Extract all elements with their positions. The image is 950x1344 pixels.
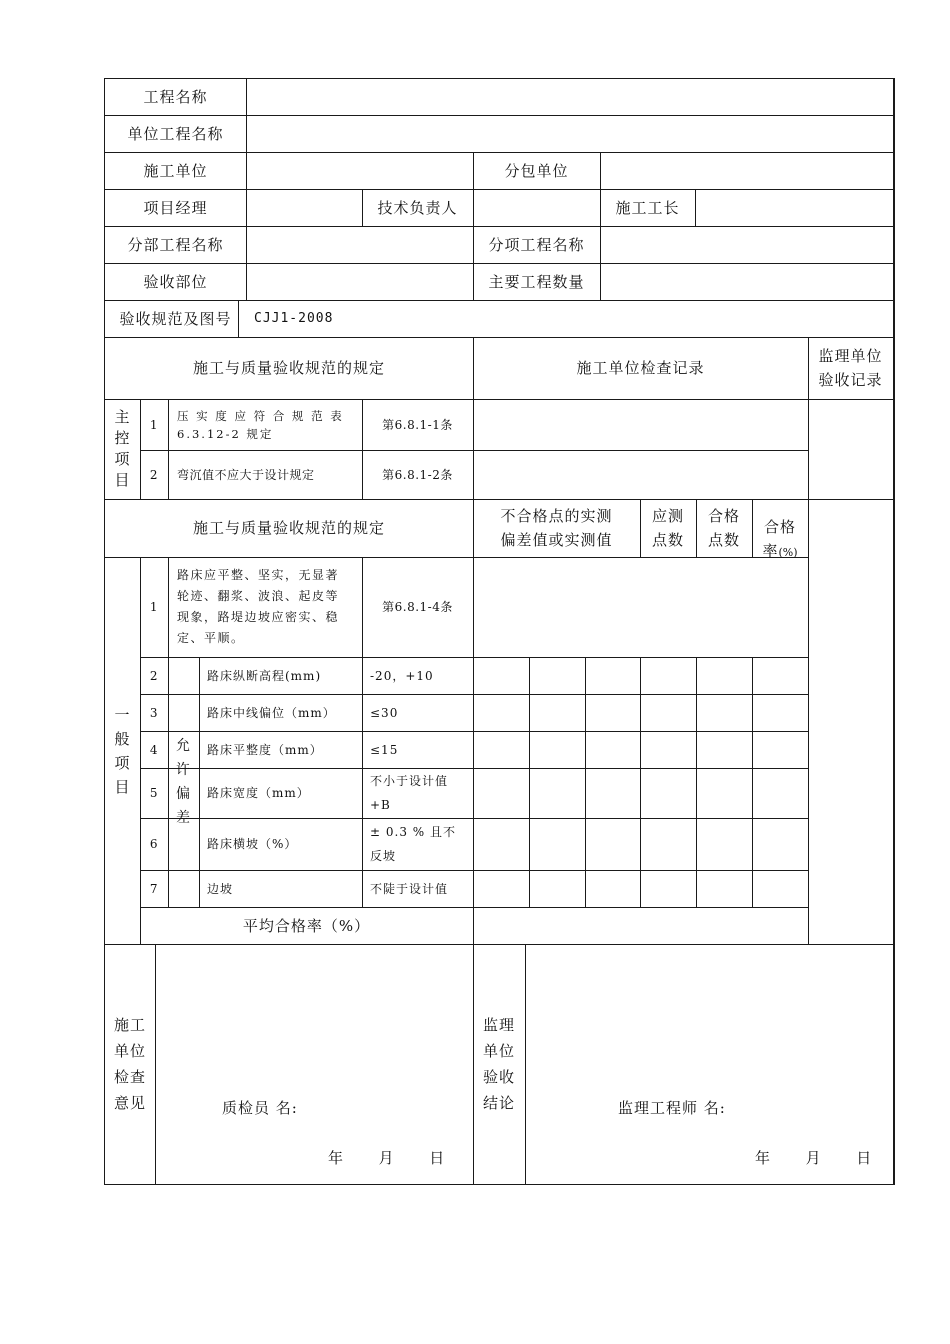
project-name-field[interactable] <box>252 78 888 115</box>
measurement-cell[interactable] <box>697 658 751 693</box>
location-label: 验收部位 <box>143 272 208 291</box>
measurement-cell[interactable] <box>586 769 639 817</box>
general-spec-header: 施工与质量验收规范的规定 <box>192 519 385 537</box>
measurement-cell[interactable] <box>474 871 528 906</box>
tolerance-item-name: 边坡 <box>207 881 234 896</box>
tech-lead-label: 技术负责人 <box>377 198 458 217</box>
measurement-cell[interactable] <box>697 732 751 767</box>
unit-project-field[interactable] <box>252 115 888 152</box>
main-item-no: 2 <box>149 467 159 482</box>
tolerance-item-value: 不陡于设计值 <box>370 881 449 896</box>
supervisor-record-header: 监理单位 验收记录 <box>818 347 883 389</box>
avg-rate-label: 平均合格率（%） <box>242 916 371 935</box>
contractor-field[interactable] <box>252 152 468 189</box>
measurement-cell[interactable] <box>586 658 639 693</box>
tolerance-item-no: 6 <box>149 837 159 851</box>
measurement-cell[interactable] <box>474 732 528 767</box>
main-spec-header: 施工与质量验收规范的规定 <box>192 359 385 377</box>
measurement-cell[interactable] <box>586 819 639 869</box>
main-item-text: 弯沉值不应大于设计规定 <box>177 467 315 482</box>
avg-rate-field[interactable] <box>474 908 807 943</box>
division-field[interactable] <box>252 226 468 263</box>
measurement-cell[interactable] <box>697 819 751 869</box>
measurement-cell[interactable] <box>530 871 584 906</box>
subcontractor-label: 分包单位 <box>504 161 569 180</box>
measurement-cell[interactable] <box>697 871 751 906</box>
contractor-label: 施工单位 <box>143 161 208 180</box>
foreman-label: 施工工长 <box>615 198 680 217</box>
general-item-no: 1 <box>149 600 159 614</box>
contractor-opinion-label: 施工 单位 检查 意见 <box>113 1016 146 1112</box>
standard-value[interactable]: CJJ1-2008 <box>254 310 334 326</box>
tolerance-item-no: 3 <box>149 705 159 720</box>
tolerance-item-value: 不小于设计值 +B <box>370 774 449 812</box>
main-item-clause: 第6.8.1-2条 <box>382 467 453 482</box>
quantity-label: 主要工程数量 <box>488 272 585 291</box>
pass-rate-unit: (%) <box>778 546 798 559</box>
tolerance-item-name: 路床横坡（%） <box>207 837 298 851</box>
unit-project-label: 单位工程名称 <box>127 124 224 143</box>
measurement-cell[interactable] <box>641 769 695 817</box>
tolerance-item-value: ≤30 <box>370 705 399 720</box>
general-item-record[interactable] <box>474 558 807 656</box>
record-header: 施工单位检查记录 <box>576 359 705 377</box>
measurement-cell[interactable] <box>697 769 751 817</box>
tech-lead-field[interactable] <box>479 189 595 226</box>
measurement-cell[interactable] <box>753 732 807 767</box>
location-field[interactable] <box>252 263 468 300</box>
measurement-cell[interactable] <box>641 732 695 767</box>
measurement-cell[interactable] <box>641 819 695 869</box>
measurement-cell[interactable] <box>753 871 807 906</box>
subcontractor-field[interactable] <box>606 152 888 189</box>
general-item-clause: 第6.8.1-4条 <box>382 600 453 614</box>
supervisor-general-record[interactable] <box>809 557 892 944</box>
measurement-cell[interactable] <box>641 871 695 906</box>
tolerance-item-no: 5 <box>149 786 159 800</box>
tolerance-item-name: 路床平整度（mm） <box>207 742 323 757</box>
measurement-cell[interactable] <box>586 695 639 730</box>
tolerance-item-value: -20，+10 <box>370 668 434 683</box>
project-name-label: 工程名称 <box>143 87 208 106</box>
measurement-cell[interactable] <box>641 658 695 693</box>
foreman-field[interactable] <box>701 189 888 226</box>
measurement-cell[interactable] <box>586 871 639 906</box>
tolerance-item-value: ≤15 <box>370 742 399 757</box>
should-test-header: 应测 点数 <box>651 507 684 549</box>
measurement-cell[interactable] <box>586 732 639 767</box>
measurement-cell[interactable] <box>530 819 584 869</box>
measurement-cell[interactable] <box>530 732 584 767</box>
pass-points-header: 合格 点数 <box>707 507 740 549</box>
measurement-cell[interactable] <box>530 769 584 817</box>
measurement-cell[interactable] <box>474 658 528 693</box>
tolerance-item-value: ± 0.3 % 且不 反坡 <box>370 825 456 863</box>
measurement-cell[interactable] <box>641 695 695 730</box>
division-label: 分部工程名称 <box>127 235 224 254</box>
main-item-no: 1 <box>149 417 159 432</box>
standard-label: 验收规范及图号 <box>119 309 232 328</box>
pass-rate-label: 合格 率 <box>762 518 796 560</box>
tolerance-item-name: 路床中线偏位（mm） <box>207 705 336 720</box>
subdivision-label: 分项工程名称 <box>488 235 585 254</box>
main-item-clause: 第6.8.1-1条 <box>382 417 453 432</box>
supervisor-conclusion-label: 监理 单位 验收 结论 <box>482 1016 515 1112</box>
main-item-text: 压 实 度 应 符 合 规 范 表 6.3.12-2 规定 <box>177 408 344 441</box>
main-item-record[interactable] <box>479 450 803 499</box>
measurement-cell[interactable] <box>753 695 807 730</box>
date-left: 年 月 日 <box>328 1149 446 1167</box>
supervisor-main-record[interactable] <box>809 399 892 499</box>
main-item-record[interactable] <box>479 399 803 450</box>
tolerance-label: 允 许 偏 差 <box>176 738 191 826</box>
tolerance-item-no: 7 <box>149 881 159 896</box>
general-item-text: 路床应平整、坚实，无显著 轮迹、翻浆、波浪、起皮等 现象，路堤边坡应密实、稳 定、平顺。 <box>177 568 340 645</box>
tolerance-item-name: 路床宽度（mm） <box>207 786 310 800</box>
deviation-header: 不合格点的实测 偏差值或实测值 <box>500 507 613 549</box>
main-control-label: 主 控 项 目 <box>114 408 131 489</box>
tolerance-item-name: 路床纵断高程(mm) <box>207 668 322 683</box>
engineer-signature: 监理工程师 名: <box>618 1099 726 1117</box>
quantity-field[interactable] <box>606 263 888 300</box>
project-manager-field[interactable] <box>252 189 358 226</box>
subdivision-field[interactable] <box>606 226 888 263</box>
project-manager-label: 项目经理 <box>143 198 208 217</box>
measurement-cell[interactable] <box>474 769 528 817</box>
measurement-cell[interactable] <box>474 819 528 869</box>
inspector-signature: 质检员 名: <box>222 1099 298 1117</box>
pass-rate-header <box>752 499 808 560</box>
measurement-cell[interactable] <box>753 819 807 869</box>
tolerance-item-no: 2 <box>149 668 159 683</box>
measurement-cell[interactable] <box>474 695 528 730</box>
tolerance-item-no: 4 <box>149 742 159 757</box>
measurement-cell[interactable] <box>753 658 807 693</box>
measurement-cell[interactable] <box>753 769 807 817</box>
measurement-cell[interactable] <box>697 695 751 730</box>
date-right: 年 月 日 <box>755 1149 873 1167</box>
measurement-cell[interactable] <box>530 658 584 693</box>
general-items-label: 一 般 项 目 <box>114 705 131 796</box>
measurement-cell[interactable] <box>530 695 584 730</box>
